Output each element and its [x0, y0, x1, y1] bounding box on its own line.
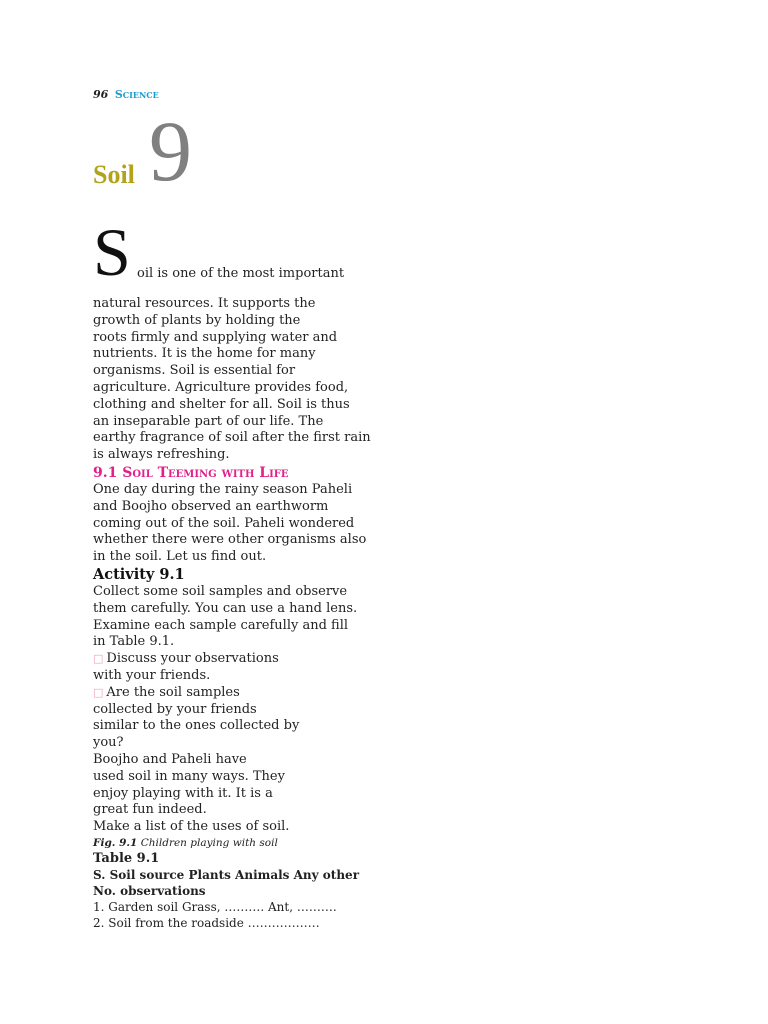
bullet-text: Discuss your observations	[106, 651, 279, 667]
figure-label: Fig. 9.1	[93, 836, 138, 849]
closing-line: great fun indeed.	[93, 802, 207, 818]
intro-line: growth of plants by holding the	[93, 312, 301, 328]
activity-line: in Table 9.1.	[93, 634, 175, 650]
chapter-number: 9	[149, 103, 192, 199]
table-header: No. observations	[93, 883, 206, 898]
body-text	[93, 296, 393, 931]
closing-line: used soil in many ways. They	[93, 768, 285, 784]
activity-line: Examine each sample carefully and fill	[93, 617, 349, 633]
figure-caption-text: Children playing with soil	[140, 836, 278, 849]
table-header: S. Soil source Plants Animals Any other	[93, 867, 360, 882]
activity-title: Activity 9.1	[93, 565, 185, 583]
section-heading: 9.1 Soil Teeming with Life	[93, 464, 289, 481]
page-number: 96	[93, 88, 109, 101]
closing-line: Make a list of the uses of soil.	[93, 819, 290, 835]
checkbox-bullet-icon: □	[93, 685, 104, 699]
bullet-item	[93, 685, 393, 702]
section-line: One day during the rainy season Paheli	[93, 481, 353, 497]
intro-line: clothing and shelter for all. Soil is thus	[93, 396, 350, 412]
table-title: Table 9.1	[93, 850, 160, 866]
intro-first-line: oil is one of the most important	[137, 266, 345, 281]
bullet-line: similar to the ones collected by	[93, 718, 300, 734]
section-line: whether there were other organisms also	[93, 532, 367, 548]
closing-line: Boojho and Paheli have	[93, 751, 247, 767]
table-row: 1. Garden soil Grass, ………. Ant, ……….	[93, 899, 337, 914]
running-header	[93, 88, 159, 101]
section-line: in the soil. Let us find out.	[93, 549, 267, 565]
intro-line: roots firmly and supplying water and	[93, 329, 338, 345]
bullet-line: with your friends.	[93, 667, 211, 683]
intro-line: an inseparable part of our life. The	[93, 413, 324, 429]
activity-line: them carefully. You can use a hand lens.	[93, 600, 358, 616]
bullet-item	[93, 651, 393, 668]
chapter-title: Soil	[93, 160, 135, 189]
bullet-line: collected by your friends	[93, 701, 257, 717]
drop-cap: S	[93, 214, 131, 290]
intro-line: is always refreshing.	[93, 447, 230, 463]
section-line: coming out of the soil. Paheli wondered	[93, 515, 355, 531]
figure-caption	[93, 836, 393, 851]
closing-line: enjoy playing with it. It is a	[93, 785, 273, 801]
activity-line: Collect some soil samples and observe	[93, 583, 348, 599]
checkbox-bullet-icon: □	[93, 652, 104, 666]
intro-line: natural resources. It supports the	[93, 296, 316, 311]
intro-line: agriculture. Agriculture provides food,	[93, 379, 349, 395]
intro-line: earthy fragrance of soil after the first rain	[93, 430, 371, 446]
intro-line: nutrients. It is the home for many	[93, 346, 316, 362]
table-row: 2. Soil from the roadside ………………	[93, 915, 320, 930]
intro-line: organisms. Soil is essential for	[93, 363, 296, 379]
bullet-line: you?	[93, 735, 124, 751]
section-line: and Boojho observed an earthworm	[93, 498, 329, 514]
section-name: Science	[114, 88, 159, 101]
bullet-text: Are the soil samples	[106, 684, 240, 700]
